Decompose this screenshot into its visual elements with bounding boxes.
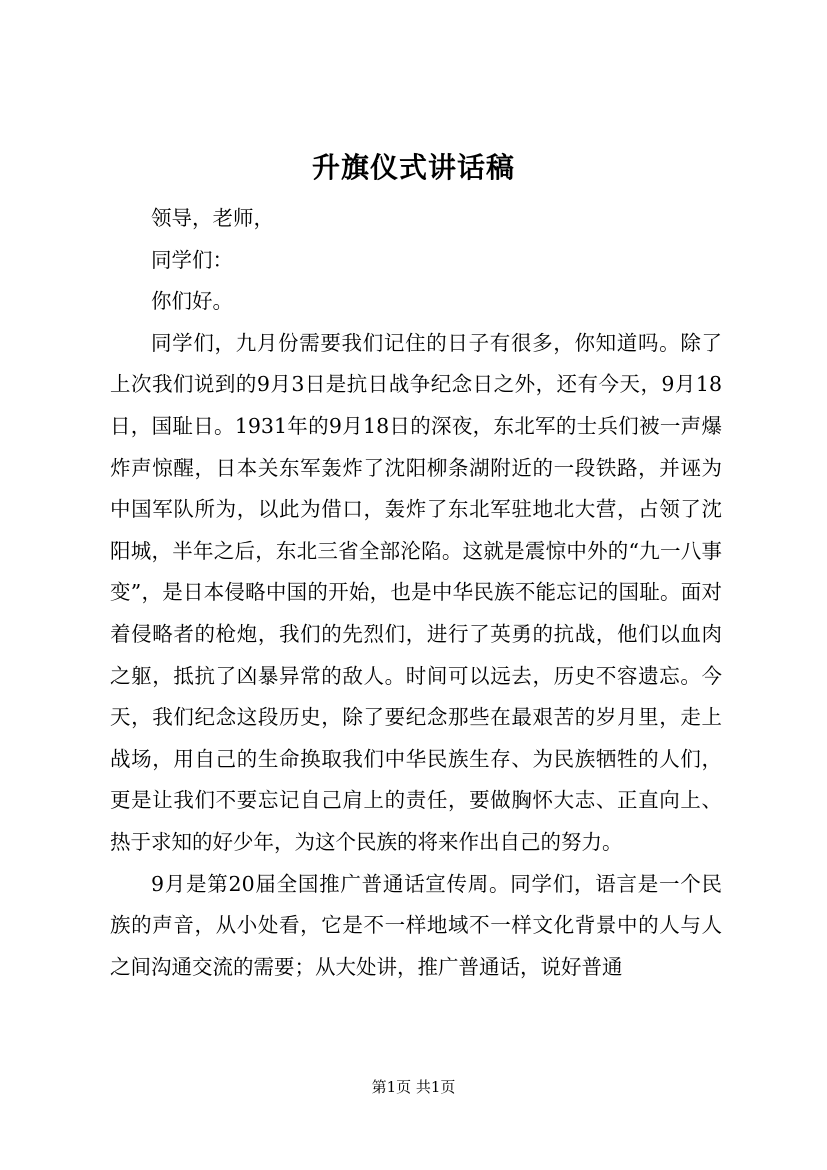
paragraph-salutation-students: 同学们： [151, 247, 233, 272]
page-footer: 第1页 共1页 [371, 1078, 456, 1096]
paragraph-mandarin-week: 9月是第20届全国推广普通话宣传周。同学们，语言是一个民族的声音，从小处看，它是不一样地域不一样文化背景中的人与人之间沟通交流的需要；从大处讲，推广普通话，说好普通 [110, 871, 722, 979]
paragraph-salutation-leaders: 领导，老师， [151, 206, 274, 230]
paragraph-greeting: 你们好。 [151, 289, 233, 314]
document-body [110, 198, 722, 988]
paragraph-september-18: 同学们，九月份需要我们记住的日子有很多，你知道吗。除了上次我们说到的9月3日是抗日战争纪念日之外，还有今天，9月18日，国耻日。1931年的9月18日的深夜，东北军的士兵们被一声爆炸声惊醒，日本关东军轰炸了沈阳柳条湖附近的一段铁路，并诬为中国军队所为，以此为借口，轰炸了东北军驻地北大营，占领了沈阳城，半年之后，东北三省全部沦陷。这就是震惊中外的“九一八事变”，是日本侵略中国的开始，也是中华民族不能忘记的国耻。面对着侵略者的枪炮，我们的先烈们，进行了英勇的抗战，他们以血肉之躯，抵抗了凶暴异常的敌人。时间可以远去，历史不容遗忘。今天，我们纪念这段历史，除了要纪念那些在最艰苦的岁月里，走上战场，用自己的生命换取我们中华民族生存、为民族牺牲的人们，更是让我们不要忘记自己肩上的责任，要做胸怀大志、正直向上、热于求知的好少年，为这个民族的将来作出自己的努力。 [110, 330, 722, 854]
document-title: 升旗仪式讲话稿 [311, 151, 515, 184]
